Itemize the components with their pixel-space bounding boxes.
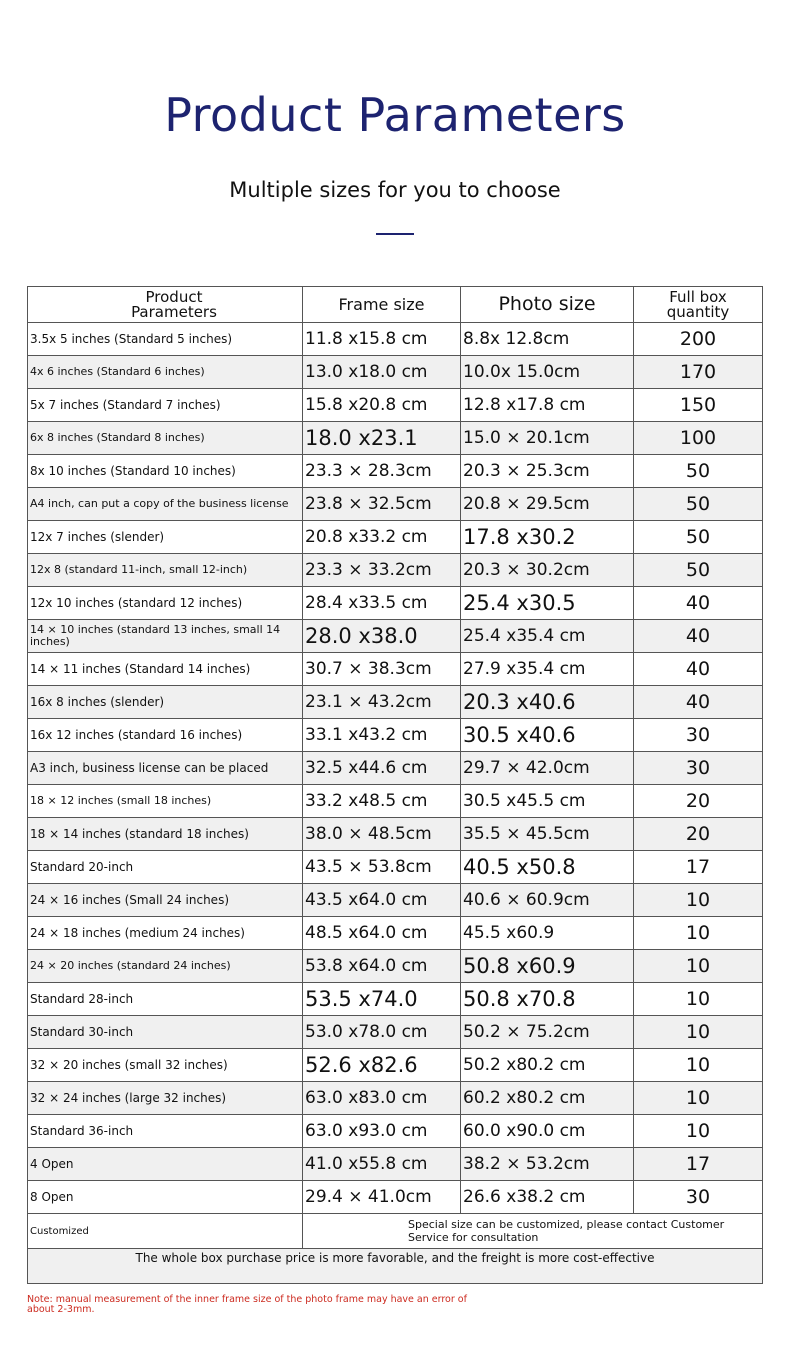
table-row: [28, 818, 763, 851]
product-cell: 14 × 11 inches (Standard 14 inches): [28, 653, 303, 686]
quantity-cell: 40: [634, 587, 763, 620]
frame-size-cell: 30.7 × 38.3cm: [303, 653, 461, 686]
custom-note: Special size can be customized, please contact Customer Service for consultation: [303, 1214, 763, 1249]
custom-row: [28, 1214, 763, 1249]
frame-size-cell: 28.0 x38.0: [303, 620, 461, 653]
product-cell: 12x 7 inches (slender): [28, 521, 303, 554]
product-cell: 6x 8 inches (Standard 8 inches): [28, 422, 303, 455]
promo-row: [28, 1249, 763, 1284]
quantity-cell: 17: [634, 1148, 763, 1181]
quantity-cell: 50: [634, 455, 763, 488]
page-subtitle: Multiple sizes for you to choose: [229, 178, 561, 202]
quantity-cell: 10: [634, 1049, 763, 1082]
photo-size-cell: 25.4 x35.4 cm: [461, 620, 634, 653]
table-row: [28, 983, 763, 1016]
frame-size-cell: 41.0 x55.8 cm: [303, 1148, 461, 1181]
product-cell: A4 inch, can put a copy of the business license: [28, 488, 303, 521]
header-photo-size: Photo size: [461, 287, 634, 323]
table-row: [28, 620, 763, 653]
table-header-row: [28, 287, 763, 323]
photo-size-cell: 45.5 x60.9: [461, 917, 634, 950]
photo-size-cell: 40.6 × 60.9cm: [461, 884, 634, 917]
product-cell: 4 Open: [28, 1148, 303, 1181]
table-row: [28, 686, 763, 719]
product-cell: A3 inch, business license can be placed: [28, 752, 303, 785]
product-cell: 16x 12 inches (standard 16 inches): [28, 719, 303, 752]
table-row: [28, 455, 763, 488]
table-row: [28, 917, 763, 950]
photo-size-cell: 26.6 x38.2 cm: [461, 1181, 634, 1214]
quantity-cell: 20: [634, 785, 763, 818]
product-cell: 5x 7 inches (Standard 7 inches): [28, 389, 303, 422]
product-cell: 12x 8 (standard 11-inch, small 12-inch): [28, 554, 303, 587]
table-row: [28, 851, 763, 884]
table-row: [28, 587, 763, 620]
product-cell: 8x 10 inches (Standard 10 inches): [28, 455, 303, 488]
table-row: [28, 1115, 763, 1148]
table-row: [28, 950, 763, 983]
product-cell: 24 × 18 inches (medium 24 inches): [28, 917, 303, 950]
table-row: [28, 1049, 763, 1082]
frame-size-cell: 53.5 x74.0: [303, 983, 461, 1016]
table-row: [28, 554, 763, 587]
product-cell: 24 × 20 inches (standard 24 inches): [28, 950, 303, 983]
table-row: [28, 422, 763, 455]
frame-size-cell: 63.0 x83.0 cm: [303, 1082, 461, 1115]
quantity-cell: 10: [634, 1082, 763, 1115]
photo-size-cell: 35.5 × 45.5cm: [461, 818, 634, 851]
page-title: Product Parameters: [164, 88, 626, 142]
photo-size-cell: 38.2 × 53.2cm: [461, 1148, 634, 1181]
product-cell: Standard 20-inch: [28, 851, 303, 884]
quantity-cell: 50: [634, 521, 763, 554]
product-cell: 24 × 16 inches (Small 24 inches): [28, 884, 303, 917]
frame-size-cell: 43.5 × 53.8cm: [303, 851, 461, 884]
frame-size-cell: 43.5 x64.0 cm: [303, 884, 461, 917]
frame-size-cell: 48.5 x64.0 cm: [303, 917, 461, 950]
quantity-cell: 200: [634, 323, 763, 356]
title-divider: [376, 233, 414, 235]
table-row: [28, 653, 763, 686]
table-row: [28, 389, 763, 422]
frame-size-cell: 33.2 x48.5 cm: [303, 785, 461, 818]
frame-size-cell: 32.5 x44.6 cm: [303, 752, 461, 785]
product-cell: 18 × 14 inches (standard 18 inches): [28, 818, 303, 851]
quantity-cell: 150: [634, 389, 763, 422]
frame-size-cell: 18.0 x23.1: [303, 422, 461, 455]
size-table: [27, 286, 763, 1284]
table-row: [28, 1181, 763, 1214]
quantity-cell: 10: [634, 917, 763, 950]
product-cell: 18 × 12 inches (small 18 inches): [28, 785, 303, 818]
table-row: [28, 356, 763, 389]
header-frame-size: Frame size: [303, 287, 461, 323]
photo-size-cell: 60.0 x90.0 cm: [461, 1115, 634, 1148]
photo-size-cell: 50.2 × 75.2cm: [461, 1016, 634, 1049]
photo-size-cell: 20.3 x40.6: [461, 686, 634, 719]
quantity-cell: 40: [634, 653, 763, 686]
quantity-cell: 170: [634, 356, 763, 389]
quantity-cell: 10: [634, 983, 763, 1016]
photo-size-cell: 20.3 × 25.3cm: [461, 455, 634, 488]
table-row: [28, 884, 763, 917]
frame-size-cell: 23.3 × 28.3cm: [303, 455, 461, 488]
product-cell: 12x 10 inches (standard 12 inches): [28, 587, 303, 620]
quantity-cell: 30: [634, 1181, 763, 1214]
photo-size-cell: 15.0 × 20.1cm: [461, 422, 634, 455]
frame-size-cell: 11.8 x15.8 cm: [303, 323, 461, 356]
photo-size-cell: 30.5 x45.5 cm: [461, 785, 634, 818]
table-row: [28, 785, 763, 818]
promo-text: The whole box purchase price is more favorable, and the freight is more cost-effective: [28, 1249, 763, 1284]
frame-size-cell: 29.4 × 41.0cm: [303, 1181, 461, 1214]
custom-label: Customized: [28, 1214, 303, 1249]
photo-size-cell: 29.7 × 42.0cm: [461, 752, 634, 785]
product-cell: 8 Open: [28, 1181, 303, 1214]
quantity-cell: 10: [634, 884, 763, 917]
frame-size-cell: 52.6 x82.6: [303, 1049, 461, 1082]
photo-size-cell: 50.2 x80.2 cm: [461, 1049, 634, 1082]
photo-size-cell: 40.5 x50.8: [461, 851, 634, 884]
frame-size-cell: 28.4 x33.5 cm: [303, 587, 461, 620]
photo-size-cell: 8.8x 12.8cm: [461, 323, 634, 356]
table-row: [28, 521, 763, 554]
frame-size-cell: 15.8 x20.8 cm: [303, 389, 461, 422]
photo-size-cell: 60.2 x80.2 cm: [461, 1082, 634, 1115]
table-row: [28, 1148, 763, 1181]
product-cell: 14 × 10 inches (standard 13 inches, small 14 inches): [28, 620, 303, 653]
table-row: [28, 719, 763, 752]
photo-size-cell: 17.8 x30.2: [461, 521, 634, 554]
product-cell: Standard 30-inch: [28, 1016, 303, 1049]
product-cell: 32 × 24 inches (large 32 inches): [28, 1082, 303, 1115]
frame-size-cell: 23.8 × 32.5cm: [303, 488, 461, 521]
product-cell: Standard 36-inch: [28, 1115, 303, 1148]
photo-size-cell: 27.9 x35.4 cm: [461, 653, 634, 686]
product-cell: 4x 6 inches (Standard 6 inches): [28, 356, 303, 389]
product-cell: Standard 28-inch: [28, 983, 303, 1016]
photo-size-cell: 50.8 x70.8: [461, 983, 634, 1016]
frame-size-cell: 23.3 × 33.2cm: [303, 554, 461, 587]
quantity-cell: 40: [634, 686, 763, 719]
product-cell: 16x 8 inches (slender): [28, 686, 303, 719]
quantity-cell: 17: [634, 851, 763, 884]
header-product: Product Parameters: [28, 287, 303, 323]
photo-size-cell: 50.8 x60.9: [461, 950, 634, 983]
photo-size-cell: 10.0x 15.0cm: [461, 356, 634, 389]
table-row: [28, 323, 763, 356]
product-cell: 3.5x 5 inches (Standard 5 inches): [28, 323, 303, 356]
quantity-cell: 10: [634, 950, 763, 983]
frame-size-cell: 20.8 x33.2 cm: [303, 521, 461, 554]
frame-size-cell: 23.1 × 43.2cm: [303, 686, 461, 719]
photo-size-cell: 20.8 × 29.5cm: [461, 488, 634, 521]
frame-size-cell: 53.8 x64.0 cm: [303, 950, 461, 983]
quantity-cell: 100: [634, 422, 763, 455]
quantity-cell: 50: [634, 554, 763, 587]
header-quantity: Full box quantity: [634, 287, 763, 323]
frame-size-cell: 13.0 x18.0 cm: [303, 356, 461, 389]
frame-size-cell: 33.1 x43.2 cm: [303, 719, 461, 752]
quantity-cell: 10: [634, 1016, 763, 1049]
quantity-cell: 30: [634, 752, 763, 785]
table-row: [28, 1082, 763, 1115]
frame-size-cell: 53.0 x78.0 cm: [303, 1016, 461, 1049]
table-row: [28, 488, 763, 521]
quantity-cell: 30: [634, 719, 763, 752]
quantity-cell: 40: [634, 620, 763, 653]
table-row: [28, 752, 763, 785]
frame-size-cell: 63.0 x93.0 cm: [303, 1115, 461, 1148]
product-cell: 32 × 20 inches (small 32 inches): [28, 1049, 303, 1082]
photo-size-cell: 20.3 × 30.2cm: [461, 554, 634, 587]
photo-size-cell: 30.5 x40.6: [461, 719, 634, 752]
photo-size-cell: 25.4 x30.5: [461, 587, 634, 620]
photo-size-cell: 12.8 x17.8 cm: [461, 389, 634, 422]
quantity-cell: 10: [634, 1115, 763, 1148]
quantity-cell: 50: [634, 488, 763, 521]
frame-size-cell: 38.0 × 48.5cm: [303, 818, 461, 851]
quantity-cell: 20: [634, 818, 763, 851]
footnote: Note: manual measurement of the inner frame size of the photo frame may have an error of about 2-3mm.: [27, 1294, 467, 1315]
table-row: [28, 1016, 763, 1049]
